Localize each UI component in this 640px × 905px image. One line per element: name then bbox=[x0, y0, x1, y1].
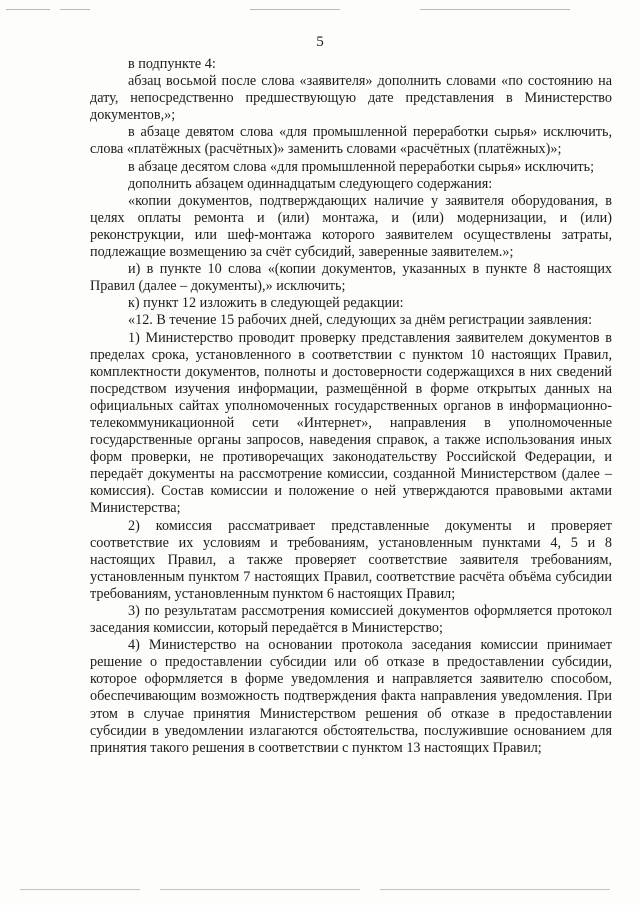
document-body bbox=[90, 56, 612, 757]
scan-edge-top bbox=[0, 9, 640, 11]
paragraph: 1) Министерство проводит проверку представления заявителем документов в пределах срока, установленного в соответствии с пунктом 10 настоящих Правил, комплектности документов, полноты и достоверности содержащихся в них сведений посредством изучения информации, размещённой в форме открытых данных на официальных сайтах уполномоченных государственных органов в информационно-телекоммуникационной сети «Интернет», направления в уполномоченные государственные органы запросов, наведения справок, а также использования иных форм проверки, не противоречащих законодательству Российской Федерации, и передаёт документы на рассмотрение комиссии, созданной Министерством (далее – комиссия). Состав комиссии и положение о ней утверждаются правовыми актами Министерства; bbox=[90, 329, 612, 517]
paragraph: в абзаце десятом слова «для промышленной переработки сырья» исключить; bbox=[128, 158, 595, 175]
paragraph: 2) комиссия рассматривает представленные документы и проверяет соответствие их условиям и требованиям, установленным пунктами 4, 5 и 8 настоящих Правил, а также проверяет соответствие заявителя требованиям, установленным пунктом 7 настоящих Правил, соответствие расчёта объёма субсидии требованиям, установленным пунктом 6 настоящих Правил; bbox=[90, 517, 612, 602]
paragraph: к) пункт 12 изложить в следующей редакции: bbox=[128, 295, 404, 312]
paragraph: абзац восьмой после слова «заявителя» дополнить словами «по состоянию на дату, непосредственно предшествующую дате представления в Министерство документов,»; bbox=[90, 73, 612, 124]
paragraph: «12. В течение 15 рабочих дней, следующих за днём регистрации заявления: bbox=[128, 312, 593, 329]
paragraph: 3) по результатам рассмотрения комиссией документов оформляется протокол заседания комиссии, который передаётся в Министерство; bbox=[90, 603, 612, 637]
paragraph: дополнить абзацем одиннадцатым следующего содержания: bbox=[128, 175, 493, 192]
paragraph: 4) Министерство на основании протокола заседания комиссии принимает решение о предоставлении субсидии или об отказе в предоставлении субсидии, которое оформляется в форме уведомления и направляется заявителю способом, обеспечивающим возможность подтверждения факта направления уведомления. При этом в случае принятия Министерством решения об отказе в предоставлении субсидии в уведомлении излагаются обстоятельства, послужившие основанием для принятия такого решения в соответствии с пунктом 13 настоящих Правил; bbox=[90, 637, 612, 756]
paragraph: и) в пункте 10 слова «(копии документов, указанных в пункте 8 настоящих Правил (далее – документы),» исключить; bbox=[90, 261, 612, 295]
paragraph: в абзаце девятом слова «для промышленной переработки сырья» исключить, слова «платёжных (расчётных)» заменить словами «расчётных (платёжных)»; bbox=[90, 124, 612, 158]
paragraph: в подпункте 4: bbox=[128, 56, 216, 72]
paragraph: «копии документов, подтверждающих наличие у заявителя оборудования, в целях оплаты ремонта и (или) монтажа, и (или) модернизации, и (или) реконструкции, или шеф-монтажа которого заявителем осуществлены затраты, подлежащие возмещению за счёт субсидий, заверенные заявителем.»; bbox=[90, 192, 612, 261]
page-number: 5 bbox=[316, 34, 324, 50]
scan-edge-bottom bbox=[0, 889, 640, 891]
